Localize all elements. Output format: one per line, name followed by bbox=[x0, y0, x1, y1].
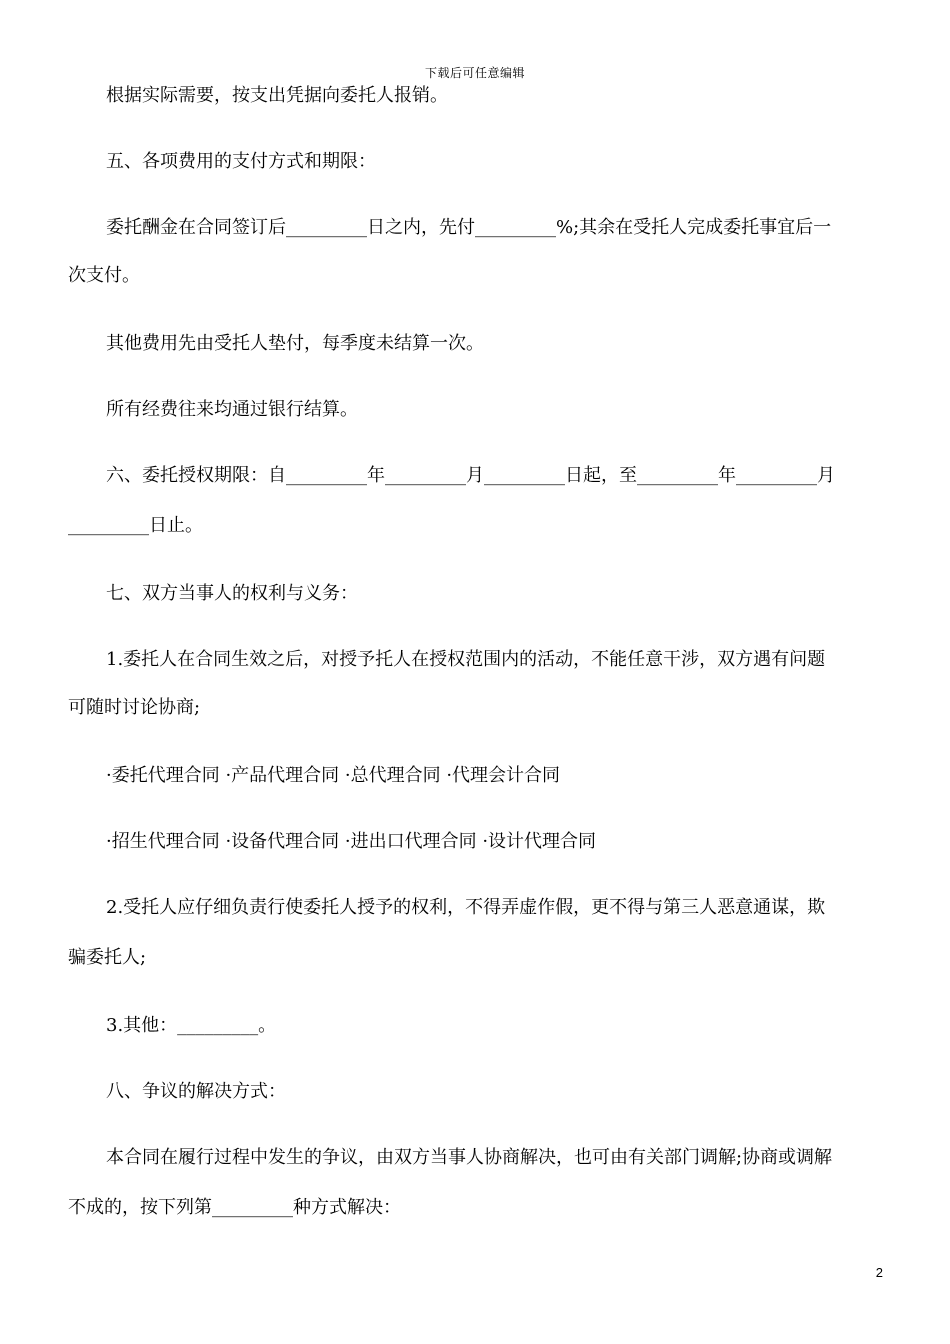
paragraph-line: 不成的，按下列第_________种方式解决： bbox=[68, 1197, 401, 1218]
section-heading: 五、各项费用的支付方式和期限： bbox=[106, 151, 376, 172]
page-number: 2 bbox=[875, 1265, 883, 1280]
paragraph-line: 3.其他：_________。 bbox=[106, 1015, 277, 1036]
paragraph-line: 2.受托人应仔细负责行使委托人授予的权利，不得弄虚作假，更不得与第三人恶意通谋，欺 bbox=[106, 897, 826, 918]
paragraph-line: 骗委托人; bbox=[68, 947, 147, 968]
related-links-row: ·招生代理合同 ·设备代理合同 ·进出口代理合同 ·设计代理合同 bbox=[106, 831, 597, 852]
paragraph-line: 其他费用先由受托人垫付，每季度未结算一次。 bbox=[106, 333, 484, 354]
section-heading: 八、争议的解决方式： bbox=[106, 1081, 286, 1102]
related-links-row: ·委托代理合同 ·产品代理合同 ·总代理合同 ·代理会计合同 bbox=[106, 765, 561, 786]
paragraph-line: 次支付。 bbox=[68, 265, 140, 286]
watermark-text: 下载后可任意编辑 bbox=[424, 66, 525, 80]
paragraph-line: 可随时讨论协商; bbox=[68, 697, 201, 718]
section-heading: 七、双方当事人的权利与义务： bbox=[106, 583, 358, 604]
section-heading: 六、委托授权期限：自_________年_________月_________日起，至_________年_________月 bbox=[106, 465, 835, 486]
paragraph-line: 所有经费往来均通过银行结算。 bbox=[106, 399, 358, 420]
paragraph-line: 委托酬金在合同签订后_________日之内，先付_________%;其余在受托人完成委托事宜后一 bbox=[106, 217, 832, 238]
paragraph-line: _________日止。 bbox=[68, 515, 203, 536]
paragraph-line: 根据实际需要，按支出凭据向委托人报销。 bbox=[106, 85, 448, 106]
paragraph-line: 本合同在履行过程中发生的争议，由双方当事人协商解决，也可由有关部门调解;协商或调解 bbox=[106, 1147, 833, 1168]
paragraph-line: 1.委托人在合同生效之后，对授予托人在授权范围内的活动，不能任意干涉，双方遇有问题 bbox=[106, 649, 826, 670]
